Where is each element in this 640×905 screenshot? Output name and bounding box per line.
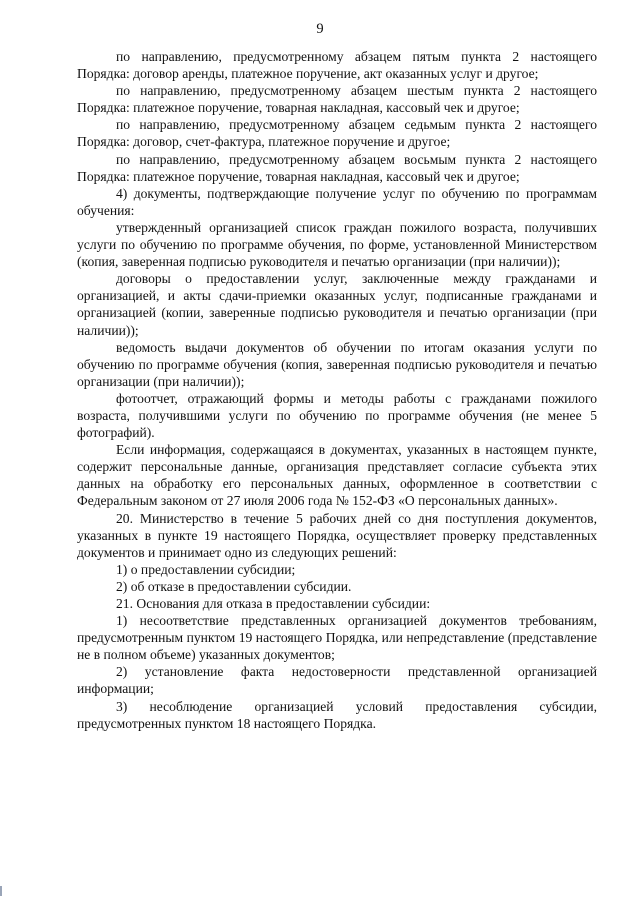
paragraph: по направлению, предусмотренному абзацем шестым пункта 2 настоящего Порядка: платежное поручение, товарная накладная, кассовый чек и другое; — [77, 83, 597, 116]
paragraph: 2) об отказе в предоставлении субсидии. — [116, 578, 352, 594]
paragraph: договоры о предоставлении услуг, заключенные между гражданами и организацией, и акты сдачи-приемки оказанных услуг, подписанные гражданами и организацией (копии, заверенные подписью руководителя и печатью организации (при наличии)); — [77, 271, 597, 338]
paragraph: 3) несоблюдение организацией условий предоставления субсидии, предусмотренных пунктом 18 настоящего Порядка. — [77, 698, 597, 731]
paragraph: 1) о предоставлении субсидии; — [116, 561, 296, 577]
page-edge-mark — [0, 886, 2, 896]
paragraph: 21. Основания для отказа в предоставлении субсидии: — [116, 596, 431, 611]
paragraph: Если информация, содержащаяся в документах, указанных в настоящем пункте, содержит персональные данные, организация представляет согласие субъекта этих данных на обработку его персональных данных, оформленное в соответствии с Федеральным законом от 27 июля 2006 года № 152-ФЗ «О персональных данных». — [77, 442, 597, 509]
paragraph: 2) установление факта недостоверности представленной организацией информации; — [77, 664, 597, 697]
paragraph: 1) несоответствие представленных организацией документов требованиям, предусмотренным пунктом 19 настоящего Порядка, или непредставление (представление не в полном объеме) указанных документов; — [77, 613, 597, 663]
paragraph: по направлению, предусмотренному абзацем пятым пункта 2 настоящего Порядка: договор аренды, платежное поручение, акт оказанных услуг и другое; — [77, 49, 597, 82]
paragraph: утвержденный организацией список граждан пожилого возраста, получивших услуги по обучению по программе обучения, по форме, установленной Министерством (копия, заверенная подписью руководителя и печатью организации (при наличии)); — [77, 219, 597, 270]
paragraph: фотоотчет, отражающий формы и методы работы с гражданами пожилого возраста, получившими услуги по обучению по программе обучения (не менее 5 фотографий). — [77, 390, 597, 441]
paragraph: по направлению, предусмотренному абзацем восьмым пункта 2 настоящего Порядка: платежное поручение, товарная накладная, кассовый чек и другое; — [77, 151, 597, 184]
paragraph: по направлению, предусмотренному абзацем седьмым пункта 2 настоящего Порядка: договор, счет-фактура, платежное поручение и другое; — [77, 117, 597, 150]
paragraph: ведомость выдачи документов об обучении по итогам оказания услуги по обучению по программе обучения (копия, заверенная подписью руководителя и печатью организации (при наличии)); — [77, 339, 597, 389]
paragraph: 4) документы, подтверждающие получение услуг по обучению по программам обучения: — [77, 185, 597, 218]
paragraph: 20. Министерство в течение 5 рабочих дней со дня поступления документов, указанных в пункте 19 настоящего Порядка, осуществляет проверку представленных документов и принимает одно из следующих решений: — [77, 510, 597, 560]
page-number: 9 — [316, 21, 324, 37]
document-body — [77, 48, 597, 732]
